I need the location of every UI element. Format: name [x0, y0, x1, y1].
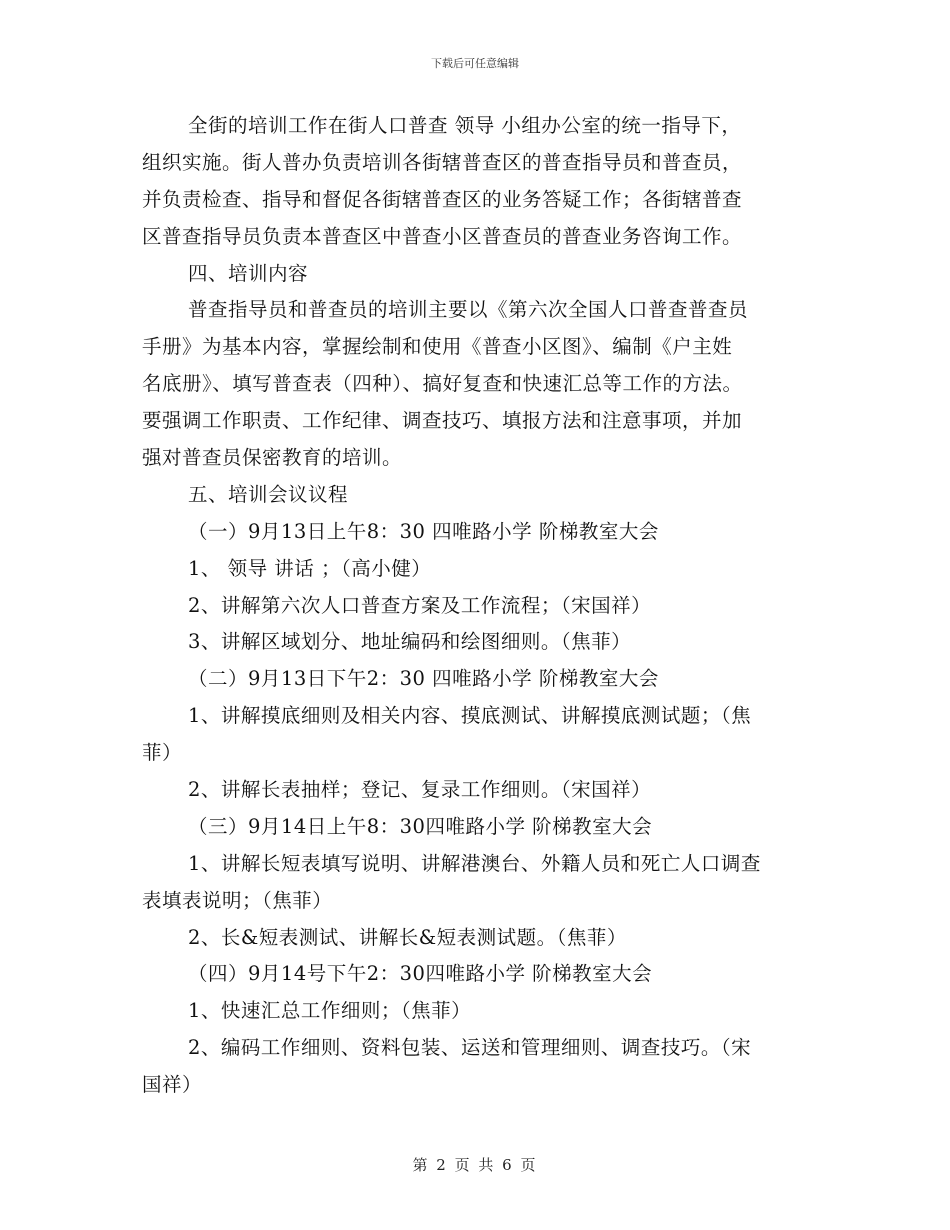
agenda-item-continued: 国祥） [142, 1073, 203, 1097]
paragraph-line: 强对普查员保密教育的培训。 [142, 446, 403, 470]
paragraph-line: 组织实施。街人普办负责培训各街辖普查区的普查指导员和普查员， [142, 150, 743, 174]
page-header-note: 下载后可任意编辑 [431, 57, 519, 70]
agenda-item: 1、讲解摸底细则及相关内容、摸底测试、讲解摸底测试题；（焦 [188, 704, 752, 728]
agenda-item: 1、 领导 讲话 ；（高小健） [188, 556, 432, 580]
agenda-session: （三）9月14日上午8：30四唯路小学 阶梯教室大会 [188, 814, 653, 838]
agenda-item: 2、讲解第六次人口普查方案及工作流程；（宋国祥） [188, 593, 652, 617]
agenda-item-continued: 表填表说明；（焦菲） [142, 888, 333, 912]
agenda-item-continued: 菲） [142, 741, 183, 765]
agenda-item: 2、讲解长表抽样；登记、复录工作细则。（宋国祥） [188, 778, 652, 802]
agenda-item: 3、讲解区域划分、地址编码和绘图细则。（焦菲） [188, 630, 632, 654]
section-heading: 四、培训内容 [188, 261, 309, 285]
paragraph-line: 普查指导员和普查员的培训主要以《第六次全国人口普查普查员 [188, 298, 749, 322]
paragraph-line: 要强调工作职责、工作纪律、调查技巧、填报方法和注意事项，并加 [142, 409, 743, 433]
page-number-footer: 第 2 页 共 6 页 [412, 1156, 538, 1174]
agenda-item: 2、长&短表测试、讲解长&短表测试题。（焦菲） [188, 925, 627, 949]
agenda-item: 2、编码工作细则、资料包装、运送和管理细则、调查技巧。（宋 [188, 1036, 752, 1060]
agenda-item: 1、快速汇总工作细则；（焦菲） [188, 999, 472, 1023]
agenda-session: （二）9月13日下午2：30 四唯路小学 阶梯教室大会 [188, 667, 659, 691]
agenda-session: （一）9月13日上午8：30 四唯路小学 阶梯教室大会 [188, 519, 659, 543]
paragraph-line: 并负责检查、指导和督促各街辖普查区的业务答疑工作；各街辖普查 [142, 187, 743, 211]
agenda-item: 1、讲解长短表填写说明、讲解港澳台、外籍人员和死亡人口调查 [188, 851, 761, 875]
paragraph-line: 手册》为基本内容，掌握绘制和使用《普查小区图》、编制《户主姓 [142, 335, 733, 359]
paragraph-line: 全街的培训工作在街人口普查 领导 小组办公室的统一指导下， [188, 114, 742, 137]
document-body [142, 108, 808, 1104]
paragraph-line: 区普查指导员负责本普查区中普查小区普查员的普查业务咨询工作。 [142, 224, 743, 248]
agenda-session: （四）9月14号下午2：30四唯路小学 阶梯教室大会 [188, 962, 653, 986]
paragraph-line: 名底册》、填写普查表（四种）、搞好复查和快速汇总等工作的方法。 [142, 372, 743, 396]
section-heading: 五、培训会议议程 [188, 482, 349, 506]
